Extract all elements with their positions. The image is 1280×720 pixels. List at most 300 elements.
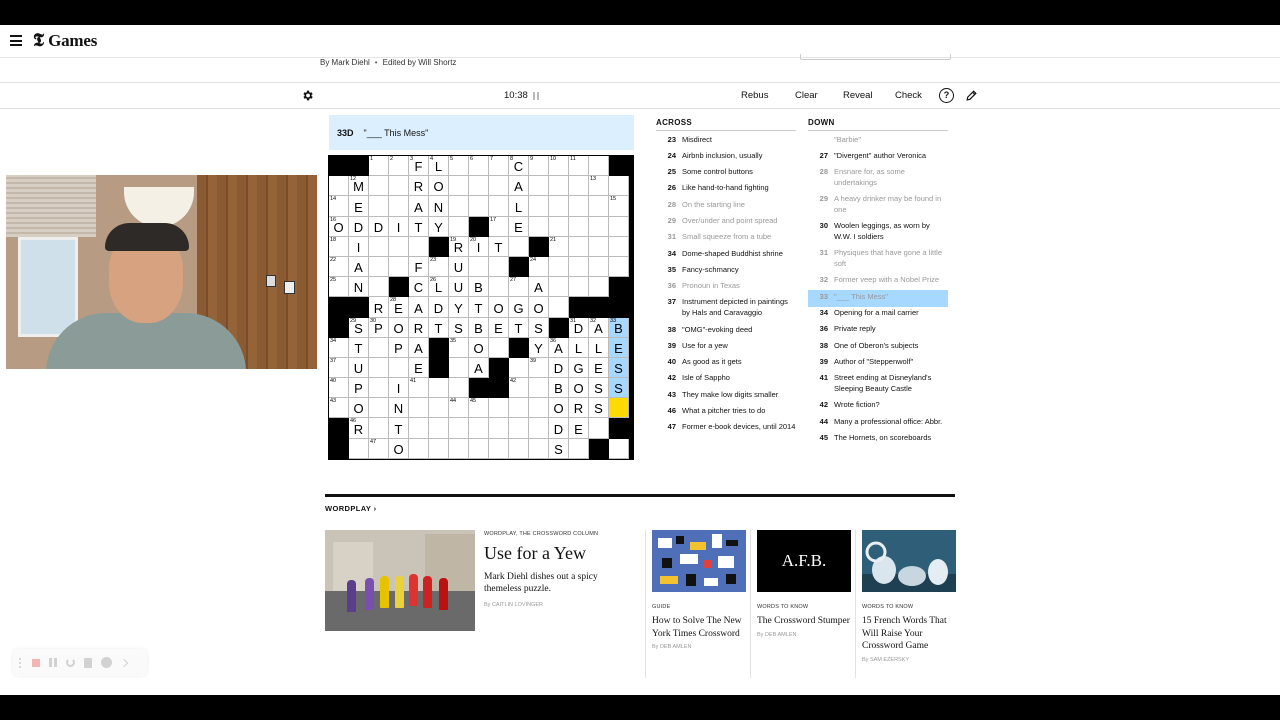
grid-cell[interactable] (409, 439, 429, 459)
grid-cell[interactable] (369, 156, 389, 176)
grid-cell[interactable] (569, 338, 589, 358)
grid-cell[interactable] (569, 176, 589, 196)
black-square (489, 378, 509, 398)
grid-cell[interactable] (349, 217, 369, 237)
grid-cell[interactable] (469, 318, 489, 338)
grid-cell[interactable] (569, 318, 589, 338)
grid-cell[interactable] (329, 176, 349, 196)
grid-cell[interactable] (349, 196, 369, 216)
grid-cell[interactable] (549, 439, 569, 459)
cell-letter: F (414, 159, 423, 175)
across-clue[interactable] (656, 149, 796, 165)
down-clue[interactable] (808, 307, 948, 323)
drag-handle-icon[interactable] (19, 658, 23, 668)
grid-cell[interactable] (489, 196, 509, 216)
down-clue[interactable] (808, 339, 948, 355)
grid-cell[interactable] (449, 196, 469, 216)
cell-letter: I (396, 381, 401, 397)
grid-cell[interactable] (449, 358, 469, 378)
grid-cell[interactable] (449, 338, 469, 358)
grid-cell[interactable] (369, 297, 389, 317)
grid-cell[interactable] (329, 277, 349, 297)
cell-number: 36 (550, 337, 557, 344)
clue-number: 24 (667, 150, 676, 160)
clue-number: 40 (667, 357, 676, 367)
pencil-icon[interactable] (965, 89, 978, 102)
grid-cell[interactable] (389, 237, 409, 257)
card-title[interactable]: The Crossword Stumper (757, 616, 850, 626)
grid-cell[interactable] (469, 257, 489, 277)
grid-cell[interactable] (349, 418, 369, 438)
grid-cell[interactable] (429, 318, 449, 338)
grid-cell[interactable] (349, 378, 369, 398)
grid-cell[interactable] (469, 237, 489, 257)
grid-cell[interactable] (569, 156, 589, 176)
down-clue[interactable] (808, 133, 948, 149)
pause-icon[interactable] (533, 92, 539, 100)
grid-cell[interactable] (509, 318, 529, 338)
grid-cell[interactable] (529, 176, 549, 196)
restart-icon[interactable] (66, 658, 75, 667)
article-card-stumper[interactable] (757, 530, 851, 638)
grid-cell[interactable] (389, 297, 409, 317)
grid-cell[interactable] (549, 237, 569, 257)
grid-cell[interactable] (389, 257, 409, 277)
grid-cell[interactable] (509, 398, 529, 418)
grid-cell[interactable] (429, 277, 449, 297)
grid-cell[interactable] (369, 439, 389, 459)
black-square (509, 257, 529, 277)
across-clue[interactable] (656, 296, 796, 323)
card-divider (645, 530, 646, 678)
feature-byline: By CAITLIN LOVINGER (484, 602, 543, 608)
across-clue[interactable] (656, 263, 796, 279)
grid-cell[interactable] (449, 439, 469, 459)
grid-cell[interactable] (589, 418, 609, 438)
grid-cell[interactable] (529, 318, 549, 338)
grid-cell[interactable] (449, 297, 469, 317)
grid-cell[interactable] (549, 217, 569, 237)
help-icon[interactable]: ? (939, 88, 954, 103)
grid-cell[interactable] (549, 398, 569, 418)
grid-cell[interactable] (449, 318, 469, 338)
grid-cell[interactable] (489, 176, 509, 196)
grid-cell[interactable] (509, 439, 529, 459)
down-clue[interactable] (808, 399, 948, 415)
grid-cell[interactable] (409, 318, 429, 338)
grid-cell[interactable] (609, 358, 629, 378)
pause-recording-icon[interactable] (49, 658, 57, 667)
grid-cell[interactable] (389, 378, 409, 398)
grid-cell[interactable] (449, 398, 469, 418)
grid-cell[interactable] (329, 257, 349, 277)
grid-cell[interactable] (409, 237, 429, 257)
grid-cell[interactable] (389, 418, 409, 438)
across-clue[interactable] (656, 405, 796, 421)
grid-cell[interactable] (509, 358, 529, 378)
grid-cell[interactable] (609, 176, 629, 196)
grid-cell[interactable] (449, 378, 469, 398)
clue-text: A heavy drinker may be found in one (834, 194, 942, 214)
grid-cell[interactable] (429, 297, 449, 317)
menu-icon[interactable] (10, 35, 22, 46)
grid-cell[interactable] (389, 217, 409, 237)
grid-cell[interactable] (349, 237, 369, 257)
grid-cell[interactable] (349, 277, 369, 297)
cell-letter: B (474, 280, 483, 296)
across-clue[interactable] (656, 421, 796, 437)
across-clue[interactable] (656, 388, 796, 404)
grid-cell[interactable] (589, 318, 609, 338)
black-square (329, 318, 349, 338)
grid-cell[interactable] (529, 358, 549, 378)
grid-cell[interactable] (429, 217, 449, 237)
grid-cell[interactable] (409, 297, 429, 317)
across-clue[interactable] (656, 214, 796, 230)
grid-cell[interactable] (369, 277, 389, 297)
card-title[interactable]: How to Solve The New York Times Crossword (652, 616, 742, 639)
grid-cell[interactable] (429, 439, 449, 459)
across-clue[interactable] (656, 280, 796, 296)
cell-number: 12 (350, 176, 357, 183)
grid-cell[interactable] (409, 156, 429, 176)
trash-icon[interactable] (84, 658, 92, 668)
grid-cell[interactable] (589, 156, 609, 176)
grid-cell[interactable] (469, 398, 489, 418)
grid-cell[interactable] (609, 398, 629, 418)
grid-cell[interactable] (409, 217, 429, 237)
down-clue[interactable] (808, 274, 948, 290)
grid-cell[interactable] (609, 338, 629, 358)
grid-cell[interactable] (609, 196, 629, 216)
grid-cell[interactable] (529, 217, 549, 237)
grid-cell[interactable] (389, 176, 409, 196)
grid-cell[interactable] (589, 237, 609, 257)
grid-cell[interactable] (429, 196, 449, 216)
grid-cell[interactable] (569, 358, 589, 378)
grid-cell[interactable] (569, 237, 589, 257)
grid-cell[interactable] (349, 176, 369, 196)
grid-cell[interactable] (349, 398, 369, 418)
grid-cell[interactable] (409, 378, 429, 398)
down-clue[interactable] (808, 415, 948, 431)
cell-number: 1 (370, 156, 374, 162)
grid-cell[interactable] (489, 217, 509, 237)
grid-cell[interactable] (549, 196, 569, 216)
across-clue[interactable] (656, 356, 796, 372)
grid-cell[interactable] (529, 378, 549, 398)
grid-cell[interactable] (449, 176, 469, 196)
grid-cell[interactable] (449, 277, 469, 297)
grid-cell[interactable] (569, 378, 589, 398)
grid-cell[interactable] (589, 277, 609, 297)
grid-cell[interactable] (429, 176, 449, 196)
grid-cell[interactable] (469, 338, 489, 358)
grid-cell[interactable] (449, 156, 469, 176)
article-card-french[interactable] (862, 530, 956, 663)
down-clue[interactable] (808, 220, 948, 247)
grid-cell[interactable] (409, 176, 429, 196)
cell-letter: A (594, 320, 603, 336)
search-box-edge[interactable] (800, 54, 951, 60)
grid-cell[interactable] (469, 156, 489, 176)
article-card-guide[interactable] (652, 530, 746, 650)
grid-cell[interactable] (369, 338, 389, 358)
grid-cell[interactable] (529, 297, 549, 317)
grid-cell[interactable] (369, 378, 389, 398)
grid-cell[interactable] (509, 378, 529, 398)
grid-cell[interactable] (589, 176, 609, 196)
black-square (329, 156, 349, 176)
wordplay-link[interactable]: WORDPLAY › (325, 504, 377, 513)
cell-letter: E (394, 300, 403, 316)
grid-cell[interactable] (609, 257, 629, 277)
across-clue[interactable] (656, 247, 796, 263)
across-clue[interactable] (656, 372, 796, 388)
across-clue[interactable] (656, 339, 796, 355)
grid-cell[interactable] (609, 318, 629, 338)
grid-cell[interactable] (409, 338, 429, 358)
grid-cell[interactable] (569, 398, 589, 418)
grid-cell[interactable] (489, 156, 509, 176)
grid-cell[interactable] (549, 257, 569, 277)
grid-cell[interactable] (329, 378, 349, 398)
check-button[interactable]: Check (895, 90, 922, 101)
grid-cell[interactable] (369, 418, 389, 438)
grid-cell[interactable] (389, 358, 409, 378)
grid-cell[interactable] (449, 217, 469, 237)
grid-cell[interactable] (489, 257, 509, 277)
grid-cell[interactable] (529, 156, 549, 176)
grid-cell[interactable] (569, 257, 589, 277)
wordplay-rule (325, 494, 955, 497)
grid-cell[interactable] (589, 257, 609, 277)
clear-button[interactable]: Clear (795, 90, 818, 101)
grid-cell[interactable] (529, 418, 549, 438)
grid-cell[interactable] (409, 418, 429, 438)
grid-cell[interactable] (529, 257, 549, 277)
grid-cell[interactable] (509, 176, 529, 196)
feature-image[interactable] (325, 530, 475, 631)
grid-cell[interactable] (569, 217, 589, 237)
grid-cell[interactable] (409, 398, 429, 418)
grid-cell[interactable] (329, 217, 349, 237)
grid-cell[interactable] (589, 217, 609, 237)
grid-cell[interactable] (509, 156, 529, 176)
black-square (589, 439, 609, 459)
grid-cell[interactable] (589, 338, 609, 358)
across-clue-list[interactable] (656, 133, 796, 470)
grid-cell[interactable] (449, 237, 469, 257)
across-clue[interactable] (656, 133, 796, 149)
grid-cell[interactable] (409, 196, 429, 216)
grid-cell[interactable] (369, 176, 389, 196)
down-clue[interactable] (808, 372, 948, 399)
down-clue[interactable] (808, 247, 948, 274)
grid-cell[interactable] (489, 277, 509, 297)
grid-cell[interactable] (409, 257, 429, 277)
grid-cell[interactable] (569, 277, 589, 297)
grid-cell[interactable] (389, 196, 409, 216)
grid-cell[interactable] (509, 297, 529, 317)
grid-cell[interactable] (349, 318, 369, 338)
grid-cell[interactable] (409, 277, 429, 297)
grid-cell[interactable] (549, 176, 569, 196)
grid-cell[interactable] (609, 439, 629, 459)
crossword-grid[interactable] (328, 155, 634, 460)
annotate-icon[interactable] (101, 657, 112, 668)
grid-cell[interactable] (489, 338, 509, 358)
grid-cell[interactable] (509, 217, 529, 237)
grid-cell[interactable] (369, 358, 389, 378)
grid-cell[interactable] (529, 196, 549, 216)
clue-number: 46 (667, 406, 676, 416)
cell-letter: D (553, 361, 564, 377)
grid-cell[interactable] (389, 318, 409, 338)
grid-cell[interactable] (529, 338, 549, 358)
grid-cell[interactable] (329, 237, 349, 257)
grid-cell[interactable] (369, 196, 389, 216)
card-title[interactable]: 15 French Words That Will Raise Your Crossword Game (862, 616, 947, 651)
grid-cell[interactable] (489, 439, 509, 459)
grid-cell[interactable] (349, 439, 369, 459)
grid-cell[interactable] (489, 398, 509, 418)
grid-cell[interactable] (549, 378, 569, 398)
down-clue[interactable] (808, 193, 948, 220)
cell-number: 15 (610, 196, 617, 203)
down-clue-list[interactable] (808, 133, 948, 470)
grid-cell[interactable] (549, 338, 569, 358)
grid-cell[interactable] (429, 156, 449, 176)
grid-cell[interactable] (429, 378, 449, 398)
grid-cell[interactable] (469, 176, 489, 196)
grid-cell[interactable] (449, 418, 469, 438)
grid-cell[interactable] (469, 418, 489, 438)
down-clue[interactable] (808, 431, 948, 447)
grid-cell[interactable] (369, 257, 389, 277)
clue-number: 36 (819, 324, 828, 334)
grid-cell[interactable] (589, 358, 609, 378)
across-clue[interactable] (656, 231, 796, 247)
cell-letter: L (594, 340, 603, 356)
grid-cell[interactable] (469, 277, 489, 297)
grid-cell[interactable] (329, 358, 349, 378)
timer (504, 90, 539, 101)
grid-cell[interactable] (469, 358, 489, 378)
feature-title[interactable]: Use for a Yew (484, 543, 586, 563)
grid-cell[interactable] (429, 398, 449, 418)
grid-cell[interactable] (489, 418, 509, 438)
grid-cell[interactable] (369, 398, 389, 418)
grid-cell[interactable] (489, 318, 509, 338)
grid-cell[interactable] (549, 358, 569, 378)
games-logo[interactable] (33, 31, 97, 51)
grid-cell[interactable] (469, 297, 489, 317)
across-clue[interactable] (656, 166, 796, 182)
grid-cell[interactable] (329, 338, 349, 358)
cell-letter: S (594, 401, 603, 417)
grid-cell[interactable] (489, 297, 509, 317)
stop-icon[interactable] (32, 659, 40, 667)
cell-number: 11 (570, 156, 576, 162)
black-square (429, 358, 449, 378)
grid-cell[interactable] (489, 237, 509, 257)
grid-cell[interactable] (569, 439, 589, 459)
down-clue[interactable] (808, 290, 948, 306)
grid-cell[interactable] (389, 156, 409, 176)
grid-cell[interactable] (469, 196, 489, 216)
grid-cell[interactable] (509, 277, 529, 297)
down-clue[interactable] (808, 323, 948, 339)
grid-cell[interactable] (349, 338, 369, 358)
clue-number: 34 (667, 248, 676, 258)
grid-cell[interactable] (589, 378, 609, 398)
down-clue[interactable] (808, 149, 948, 165)
grid-cell[interactable] (509, 418, 529, 438)
cell-number: 18 (330, 236, 337, 243)
grid-cell[interactable] (549, 418, 569, 438)
grid-cell[interactable] (589, 196, 609, 216)
reveal-button[interactable]: Reveal (843, 90, 873, 101)
clue-text: Dome-shaped Buddhist shrine (682, 248, 783, 258)
grid-cell[interactable] (429, 418, 449, 438)
grid-cell[interactable] (509, 196, 529, 216)
grid-cell[interactable] (609, 378, 629, 398)
black-square (389, 277, 409, 297)
grid-cell[interactable] (389, 439, 409, 459)
across-clue[interactable] (656, 182, 796, 198)
cell-letter: A (554, 340, 563, 356)
grid-cell[interactable] (549, 156, 569, 176)
grid-cell[interactable] (609, 217, 629, 237)
grid-cell[interactable] (529, 398, 549, 418)
grid-cell[interactable] (549, 297, 569, 317)
grid-cell[interactable] (349, 257, 369, 277)
grid-cell[interactable] (389, 398, 409, 418)
grid-cell[interactable] (449, 257, 469, 277)
grid-cell[interactable] (409, 358, 429, 378)
collapse-icon[interactable] (120, 658, 128, 666)
clue-number: 37 (667, 297, 676, 307)
clue-text: Former e-book devices, until 2014 (682, 422, 796, 432)
across-clue[interactable] (656, 323, 796, 339)
down-clue[interactable] (808, 355, 948, 371)
grid-cell[interactable] (569, 196, 589, 216)
grid-cell[interactable] (329, 196, 349, 216)
across-clue[interactable] (656, 198, 796, 214)
current-clue-text: "___ This Mess" (363, 127, 429, 138)
grid-cell[interactable] (349, 358, 369, 378)
rebus-button[interactable]: Rebus (741, 90, 769, 101)
grid-cell[interactable] (329, 398, 349, 418)
grid-cell[interactable] (549, 277, 569, 297)
grid-cell[interactable] (609, 237, 629, 257)
grid-cell[interactable] (369, 217, 389, 237)
grid-cell[interactable] (369, 237, 389, 257)
grid-cell[interactable] (389, 338, 409, 358)
down-clue[interactable] (808, 166, 948, 193)
grid-cell[interactable] (529, 439, 549, 459)
grid-cell[interactable] (589, 398, 609, 418)
grid-cell[interactable] (509, 237, 529, 257)
stage-performance-image (862, 530, 956, 592)
grid-cell[interactable] (429, 257, 449, 277)
grid-cell[interactable] (529, 277, 549, 297)
grid-cell[interactable] (469, 439, 489, 459)
grid-cell[interactable] (369, 318, 389, 338)
gear-icon[interactable] (301, 89, 314, 102)
grid-cell[interactable] (569, 418, 589, 438)
